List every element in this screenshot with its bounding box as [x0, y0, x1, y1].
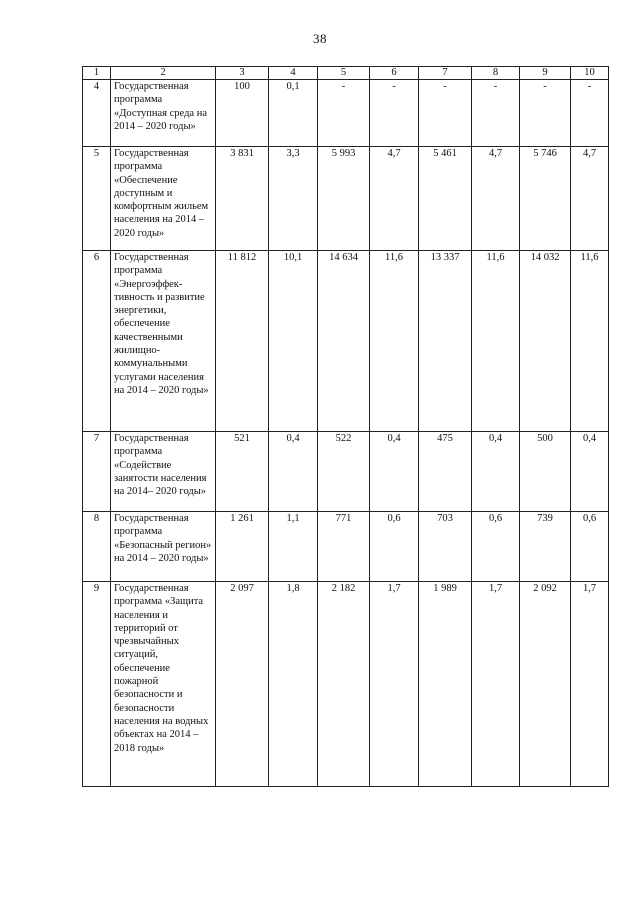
page-number: 38 [313, 31, 327, 46]
value-cell: 521 [216, 432, 269, 512]
program-name: Государственная программа «Содействие занятости населения на 2014– 2020 годы» [111, 432, 216, 512]
row-number: 5 [83, 147, 111, 251]
value-cell: - [419, 80, 472, 147]
value-cell: 2 092 [520, 582, 571, 787]
value-cell: 5 746 [520, 147, 571, 251]
value-cell: 0,4 [269, 432, 318, 512]
value-cell: 4,7 [370, 147, 419, 251]
column-header: 8 [472, 67, 520, 80]
value-cell: 0,1 [269, 80, 318, 147]
value-cell: 3,3 [269, 147, 318, 251]
row-number: 7 [83, 432, 111, 512]
value-cell: - [370, 80, 419, 147]
table-row [83, 80, 609, 147]
table-row [83, 147, 609, 251]
program-name: Государственная программа «Обеспечение доступным и комфортным жильем населения на 2014 – 2020 годы» [111, 147, 216, 251]
value-cell: 3 831 [216, 147, 269, 251]
row-number: 6 [83, 251, 111, 432]
program-name: Государственная программа «Энергоэффек-тивность и развитие энергетики, обеспечение качественными жилищно-коммунальными услугами населения на 2014 – 2020 годы» [111, 251, 216, 432]
value-cell: 739 [520, 512, 571, 582]
table-row [83, 582, 609, 787]
value-cell: 0,6 [472, 512, 520, 582]
value-cell: 1,7 [472, 582, 520, 787]
value-cell: 0,4 [472, 432, 520, 512]
column-header: 9 [520, 67, 571, 80]
program-name: Государственная программа «Безопасный регион» на 2014 – 2020 годы» [111, 512, 216, 582]
value-cell: 1 989 [419, 582, 472, 787]
value-cell: 13 337 [419, 251, 472, 432]
value-cell: 1,1 [269, 512, 318, 582]
value-cell: 2 097 [216, 582, 269, 787]
value-cell: 703 [419, 512, 472, 582]
column-header: 7 [419, 67, 472, 80]
value-cell: 5 461 [419, 147, 472, 251]
value-cell: 11 812 [216, 251, 269, 432]
program-name: Государственная программа «Защита населения и территорий от чрезвычайных ситуаций, обеспечение пожарной безопасности и безопасности населения на водных объектах на 2014 – 2018 годы» [111, 582, 216, 787]
value-cell: 0,6 [370, 512, 419, 582]
column-header: 1 [83, 67, 111, 80]
value-cell: 11,6 [472, 251, 520, 432]
value-cell: 1,8 [269, 582, 318, 787]
table-row [83, 251, 609, 432]
value-cell: 11,6 [370, 251, 419, 432]
value-cell: 1,7 [571, 582, 609, 787]
budget-table [82, 66, 609, 787]
value-cell: 4,7 [472, 147, 520, 251]
value-cell: 100 [216, 80, 269, 147]
program-name: Государственная программа «Доступная среда на 2014 – 2020 годы» [111, 80, 216, 147]
column-header: 2 [111, 67, 216, 80]
value-cell: 771 [318, 512, 370, 582]
column-header: 10 [571, 67, 609, 80]
value-cell: 5 993 [318, 147, 370, 251]
row-number: 4 [83, 80, 111, 147]
table-header-row [83, 67, 609, 80]
value-cell: 522 [318, 432, 370, 512]
value-cell: 14 634 [318, 251, 370, 432]
value-cell: 0,4 [571, 432, 609, 512]
value-cell: 500 [520, 432, 571, 512]
column-header: 6 [370, 67, 419, 80]
column-header: 3 [216, 67, 269, 80]
value-cell: 14 032 [520, 251, 571, 432]
value-cell: 2 182 [318, 582, 370, 787]
table-row [83, 432, 609, 512]
value-cell: 1 261 [216, 512, 269, 582]
value-cell: 10,1 [269, 251, 318, 432]
value-cell: 1,7 [370, 582, 419, 787]
row-number: 9 [83, 582, 111, 787]
table-row [83, 512, 609, 582]
row-number: 8 [83, 512, 111, 582]
value-cell: - [571, 80, 609, 147]
value-cell: - [520, 80, 571, 147]
value-cell: 4,7 [571, 147, 609, 251]
value-cell: 11,6 [571, 251, 609, 432]
column-header: 5 [318, 67, 370, 80]
column-header: 4 [269, 67, 318, 80]
value-cell: 0,4 [370, 432, 419, 512]
value-cell: - [472, 80, 520, 147]
value-cell: 475 [419, 432, 472, 512]
value-cell: - [318, 80, 370, 147]
value-cell: 0,6 [571, 512, 609, 582]
